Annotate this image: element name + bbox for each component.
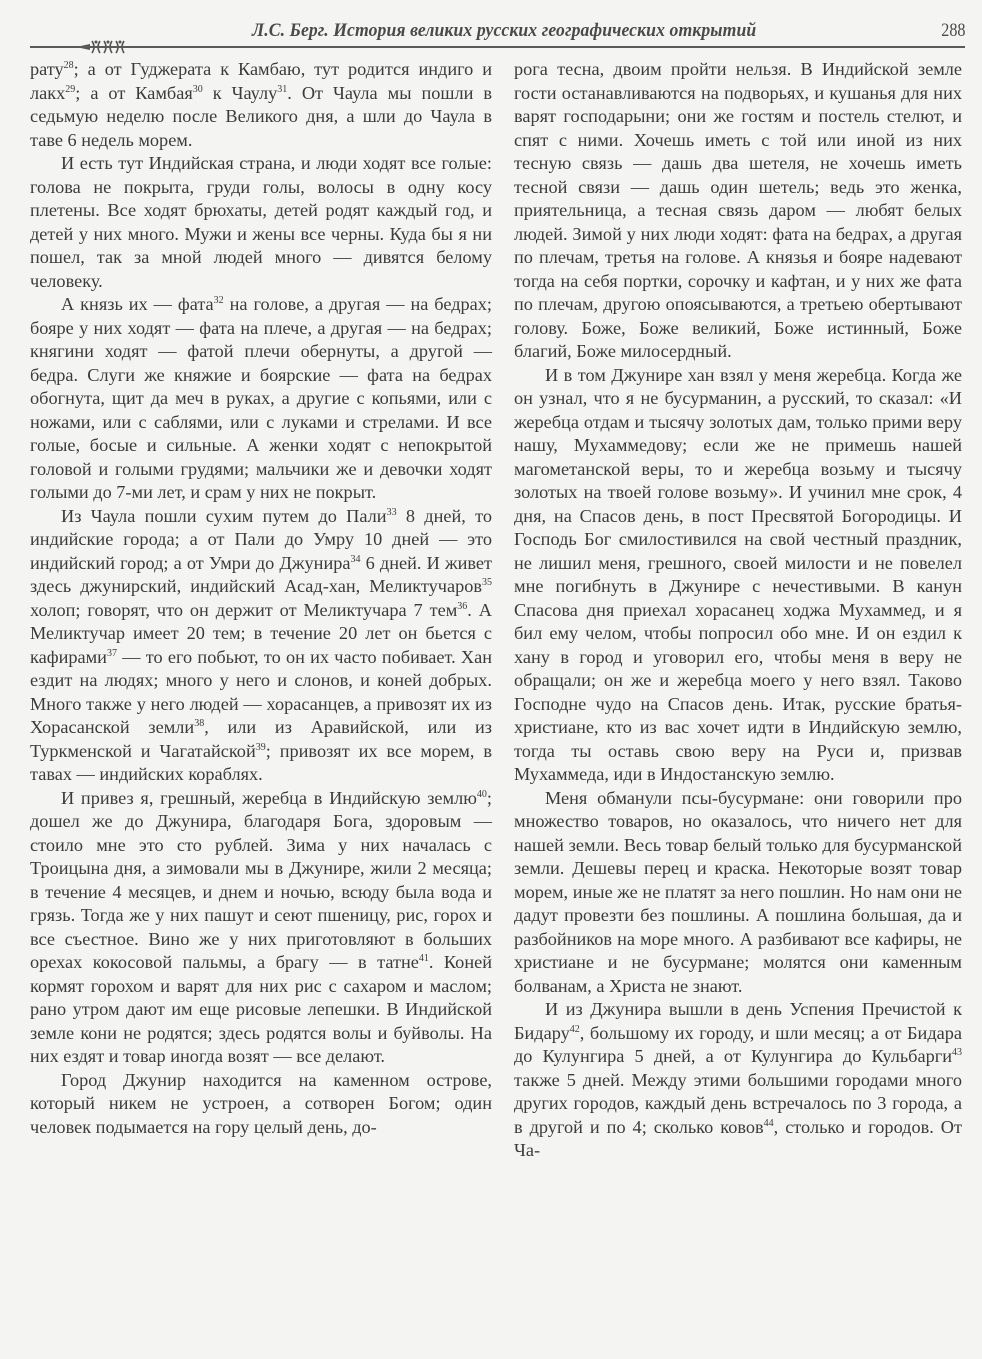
footnote-marker: 34 xyxy=(350,553,361,565)
footnote-marker: 39 xyxy=(255,741,266,753)
footnote-marker: 42 xyxy=(569,1023,580,1035)
footnote-marker: 33 xyxy=(386,506,397,518)
paragraph: Город Джунир находится на каменном острове, который никем не устроен, а сотворен Богом; один человек подымается на гору целый день, до- xyxy=(30,1069,492,1137)
paragraph: Из Чаула пошли сухим путем до Пали$^{33}$ 8 дней, то индийские города; а от Пали до Умру 10 дней — это индийский город; а от Умри до Джунира$^{34}$ 6 дней. И живет здесь джунирский, индийский Асад-хан, Меликтучаров$^{35}$ холоп; говорят, что он держит от Меликтучара 7 тем$^{36}$. А Меликтучар имеет 20 тем; в течение 20 лет он бьется с кафирами$^{37}$ — то его побьют, то он их часто побивает. Хан ездит на людях; много у него и слонов, и коней добрых. Много также у него людей — хорасанцев, а привозят их из Хорасанской земли$^{38}$, или из Аравийской, или из Туркменской и Чагатайской$^{39}$; привозят их все морем, в тавах — индийских кораблях. xyxy=(30,505,493,784)
footnote-marker: 43 xyxy=(952,1047,962,1058)
footnote-marker: 41 xyxy=(418,953,429,964)
left-column xyxy=(30,58,492,1139)
header-divider xyxy=(30,46,965,48)
paragraph: И в том Джунире хан взял у меня жеребца. Когда же он узнал, что я не бусурманин, а русский, то сказал: «И жеребца отдам и тысячу золотых дам, только прими веру нашу, Мухаммедову; если же не примешь нашей магометанской веры, то и жеребца возьму и тысячу золотых на твоей голове возьму». И учинил мне срок, 4 дня, на Спасов день, в пост Пресвятой Богородицы. И Господь Бог смилостивился на свой честный праздник, не лишил меня, грешного, своей милости и не повелел мне погибнуть в Джунире с нечестивыми. В канун Спасова дня приехал хорасанец ходжа Мухаммед, и я бил ему челом, чтобы попросил обо мне. И он ездил к хану в город и уговорил его, чтобы меня в веру не обращали; он же и жеребца моего у него взял. Таково Господне чудо на Спасов день. Итак, русские братья-христиане, кто из вас хочет идти в Индийскую землю, тогда ты оставь свою веру на Руси и, призвав Мухаммеда, иди в Индостанскую землю. xyxy=(514,364,962,784)
footnote-marker: 28 xyxy=(63,60,74,71)
paragraph: И из Джунира вышли в день Успения Пречистой к Бидару$^{42}$, большому их городу, и шли месяц; а от Бидара до Кулунгира 5 дней, а от Кулунгира до Кульбарги$^{43}$ также 5 дней. Между этими большими городами много других городов, каждый день встречалось по 3 города, а в другой и по 4; сколько ковов$^{44}$, столько и городов. От Ча- xyxy=(514,999,962,1160)
page-number: 288 xyxy=(940,20,965,41)
running-header xyxy=(30,20,965,48)
footnote-marker: 36 xyxy=(457,600,468,612)
right-column xyxy=(514,58,962,1163)
book-title: Л.С. Берг. История великих русских географических открытий xyxy=(252,20,757,41)
footnote-marker: 35 xyxy=(482,577,492,588)
footnote-marker: 32 xyxy=(213,295,224,306)
paragraph: рога тесна, двоим пройти нельзя. В Индийской земле гости останавливаются на подворьях, и кушанья для них варят господарыни; они же гостям и постель стелют, и спят с ними. Хочешь иметь с той или иной из них тесную связь — дашь два шетеля, не хочешь иметь тесной связи — дашь один шетель; ведь это женка, приятельница, а тесная связь даром — любят белых людей. Зимой у них люди ходят: фата на бедрах, а другая по плечам, третья на голове. А князья и бояре надевают тогда на себя портки, сорочку и кафтан, и у них же фата по плечам, другою опоясываются, а третьею обертывают голову. Боже, Боже великий, Боже истинный, Боже благий, Боже милосердный. xyxy=(514,59,962,361)
footnote-marker: 44 xyxy=(763,1117,774,1129)
paragraph: И есть тут Индийская страна, и люди ходят все голые: голова не покрыта, груди голы, волосы в одну косу плетены. Все ходят брюхаты, детей родят каждый год, и детей у них много. Мужи и жены все черны. Куда бы я ни пошел, так за мной людей много — дивятся белому человеку. xyxy=(30,153,492,291)
paragraph: А князь их — фата$^{32}$ на голове, а другая — на бедрах; бояре у них ходят — фата на плече, а другая — на бедрах; княгини ходят — фатой плечи обернуты, а другой — бедра. Слуги же княжие и боярские — фата на бедрах обогнута, щит да меч в руках, а другие с копьями, или с ножами, или с саблями, или с луками и стрелами. И все голые, босые и сильные. А женки ходят с непокрытой головой и голыми грудями; мальчики же и девочки ходят голыми до 7-ми лет, и срам у них не покрыт. xyxy=(30,294,493,502)
paragraph: Меня обманули псы-бусурмане: они говорили про множество товаров, но оказалось, что ничего нет для нашей земли. Весь товар белый только для бусурманской земли. Дешевы перец и краска. Некоторые возят товар морем, иные же не платят за него пошлин. Но нам они не дадут провезти без пошлины. А пошлина большая, да и разбойников на море много. А разбивают все кафиры, не христиане и не бусурмане; молятся они каменным болванам, а Христа не знают. xyxy=(514,787,962,996)
footnote-marker: 30 xyxy=(192,83,203,95)
footnote-marker: 40 xyxy=(476,788,487,800)
footnote-marker: 37 xyxy=(106,647,117,659)
footnote-marker: 31 xyxy=(277,83,288,95)
paragraph: И привез я, грешный, жеребца в Индийскую землю$^{40}$; дошел же до Джунира, благодаря Бога, здоровым — стоило мне это сто рублей. Зима у них началась с Троицына дня, а зимовали мы в Джунире, жили 2 месяца; в течение 4 месяцев, и днем и ночью, всюду была вода и грязь. Тогда же у них пашут и сеют пшеницу, рис, горох и все съестное. Вино же у них приготовляют в больших орехах кокосовой пальмы, а брагу — в татне$^{41}$. Коней кормят горохом и варят для них рис с сахаром и маслом; рано утром дают им еще рисовые лепешки. В Индийской земле кони не родятся; здесь родятся волы и буйволы. На них ездят и товар иногда возят — все делают. xyxy=(30,787,493,1066)
footnote-marker: 29 xyxy=(65,83,76,95)
paragraph: рату$^{28}$; а от Гуджерата к Камбаю, тут родится индиго и лакх$^{29}$; а от Камбая$^{30}$ к Чаулу$^{31}$. От Чаула мы пошли в седьмую неделю после Великого дня, а шли до Чаула в таве 6 недель морем. xyxy=(30,59,492,150)
footnote-marker: 38 xyxy=(194,718,205,729)
